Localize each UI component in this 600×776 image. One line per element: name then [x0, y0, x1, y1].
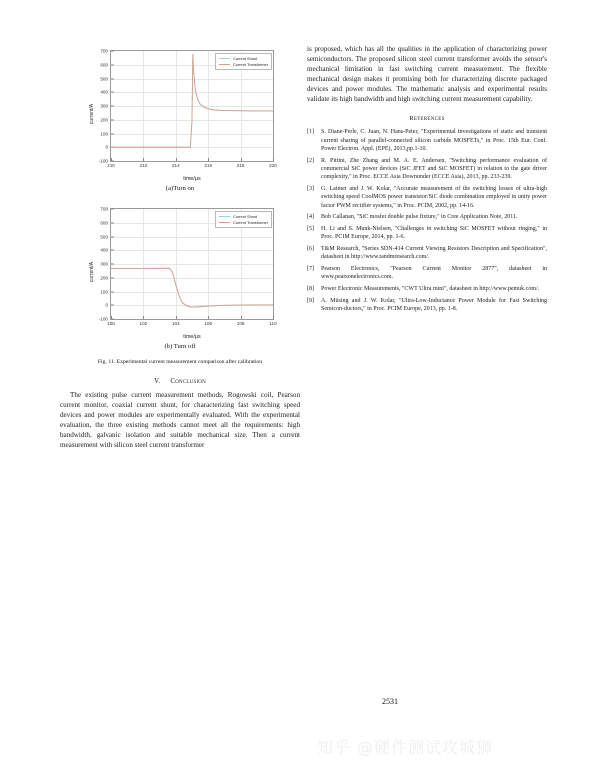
legend-label-transformer: Current Transformer — [232, 219, 268, 225]
continuation-paragraph: is proposed, which has all the qualities in the application of characterizing power semiconductors. The proposed silicon steel current transformer avoids the sensor's mechanical limitation in fast switching current measurement. The flexible mechanical design makes it promising both for characterizing discrete packaged devices and power modules. The mathematic analysis and experimental results validate its high bandwidth and high switching current measurement capability. — [307, 45, 547, 104]
legend-entry-transformer — [219, 62, 268, 68]
y-axis-tick-label: -100 — [98, 316, 108, 322]
chart-a-xlabel: time/μs — [183, 176, 201, 182]
figure-11b-subcaption: (b) Turn off — [164, 343, 196, 350]
conclusion-paragraph: The existing pulse current measurement methods, Rogowski coil, Pearson current monitor, coaxial current shunt, for characterizing fast switching speed devices and power modules are experimentally evaluated. With the experimental evaluation, the three existing methods cannot meet all the requirements: high bandwidth, galvanic isolation and suitable mechanical size. Then a current measurement with silicon steel current transformer — [60, 391, 300, 450]
references-list — [307, 128, 547, 313]
reference-number: [8] — [307, 286, 314, 293]
figure-11a-subcaption: (a)Turn on — [165, 185, 195, 192]
reference-number: [3] — [307, 185, 314, 192]
y-axis-tick-label: 0 — [105, 302, 108, 308]
y-axis-tick-label: 700 — [100, 206, 108, 212]
chart-turn-off — [80, 202, 280, 342]
y-axis-tick-label: 0 — [105, 144, 108, 150]
x-axis-tick-label: 110 — [269, 321, 277, 326]
y-axis-tick-label: 300 — [100, 103, 108, 109]
x-axis-tick-label: 218 — [236, 163, 245, 168]
reference-text: H. Li and S. Munk-Nielsen, "Challenges in switching SiC MOSFET without ringing," in Proc. PCIM Europe, 2014, pp. 1-6. — [321, 226, 547, 241]
reference-item — [307, 225, 547, 242]
legend-swatch-transformer — [219, 64, 230, 65]
x-axis-tick-label: 210 — [107, 163, 115, 168]
legend-swatch-transformer — [219, 222, 230, 223]
reference-text: S. Diane-Perle, C. Juan, N. Hans-Peter, "Experimental investigations of static and transient current sharing of parallel-connected silicon carbide MOSFETs," in Proc. 15th Eur. Conf. Power Electron. Appl. (EPE), 2013,pp.1-10. — [321, 129, 547, 152]
x-axis-tick-label: 100 — [107, 321, 115, 326]
x-axis-tick-label: 106 — [204, 321, 213, 326]
reference-text: Pearson Electronics, "Pearson Current Monitor 2877", datasheet in www.pearsonelectronics.com. — [321, 266, 547, 281]
legend-label-transformer: Current Transformer — [232, 61, 268, 67]
legend-label-shunt: Current Shunt — [232, 214, 258, 219]
conclusion-heading-text: Conclusion — [170, 377, 206, 385]
left-column — [60, 44, 300, 454]
x-axis-tick-mark — [273, 316, 274, 319]
reference-item — [307, 213, 547, 221]
legend-swatch-shunt — [219, 58, 230, 59]
reference-text: Bob Callanan, "SiC mosfet double pulse fixture," in Cree Application Note, 2011. — [321, 214, 518, 221]
y-axis-tick-label: 100 — [100, 289, 108, 294]
chart-line-current-transformer — [111, 268, 273, 307]
y-axis-tick-label: 300 — [100, 261, 108, 267]
legend-entry-transformer — [219, 220, 268, 226]
reference-text: G. Laimer and J. W. Kolar, "Accurate measurement of the switching losses of ultra-high switching speed CoolMOS power transistor/SiC diode combination employed in unity power factor PWM rectifier systems," in Proc. PCIM, 2002, pp. 14-16. — [321, 185, 547, 209]
y-axis-tick-label: 400 — [100, 247, 108, 253]
y-axis-tick-label: 200 — [100, 117, 108, 123]
y-axis-tick-label: -100 — [98, 158, 108, 164]
reference-number: [1] — [307, 129, 314, 136]
page-number: 2531 — [382, 697, 398, 706]
references-heading: References — [409, 115, 445, 123]
right-column — [307, 44, 547, 317]
watermark: 知乎 @硬件测试攻城狮 — [316, 738, 494, 757]
chart-b-xlabel: time/μs — [183, 334, 201, 340]
x-axis-tick-label: 214 — [171, 163, 180, 168]
chart-turn-on — [80, 44, 280, 184]
x-axis-tick-label: 220 — [269, 163, 277, 168]
y-axis-tick-label: 100 — [100, 131, 108, 136]
reference-number: [7] — [307, 266, 314, 273]
y-axis-tick-label: 600 — [100, 62, 108, 68]
reference-number: [2] — [307, 157, 314, 164]
reference-number: [5] — [307, 226, 314, 233]
figure-11b — [80, 202, 280, 350]
chart-line-current-shunt — [111, 268, 273, 307]
reference-item — [307, 265, 547, 282]
y-axis-tick-label: 200 — [100, 275, 108, 281]
chart-b-legend — [215, 211, 272, 228]
y-axis-tick-label: 600 — [100, 220, 108, 226]
reference-item — [307, 285, 547, 293]
x-axis-tick-label: 216 — [204, 163, 213, 168]
reference-number: [4] — [307, 214, 314, 221]
reference-item — [307, 245, 547, 262]
chart-a-legend — [215, 53, 272, 70]
x-axis-tick-label: 108 — [236, 321, 245, 326]
reference-text: T&M Research, "Series SDN-414 Current Viewing Resistors Description and Specification", datasheet in http://www.tandmresearch.com/. — [321, 246, 547, 261]
conclusion-heading-number: V. — [154, 377, 161, 385]
chart-a-ylabel: current/A — [89, 103, 96, 125]
y-axis-tick-label: 500 — [100, 76, 108, 81]
reference-text: R. Pittini, Zhe Zhang and M. A. E. Andersen, "Switching performance evaluation of commercial SiC power devices (SiC JFET and SiC MOSFET) in relation to the gate driver complexity," in Proc. ECCE Asia Downunder (ECCE Asia), 2013, pp. 233-239. — [321, 157, 547, 181]
reference-item — [307, 128, 547, 153]
x-axis-tick-label: 104 — [171, 321, 180, 326]
chart-b-ylabel: current/A — [89, 261, 96, 283]
figure-11-caption: Fig. 11. Experimental current measurement comparison after calibration — [97, 359, 263, 365]
y-axis-tick-label: 700 — [100, 48, 108, 54]
reference-item — [307, 157, 547, 182]
x-axis-tick-label: 102 — [139, 321, 148, 326]
reference-item — [307, 297, 547, 314]
reference-text: Power Electronic Measurements, "CWT Ultra mini", datasheet in http://www.pemuk.com/. — [321, 286, 540, 293]
conclusion-heading — [60, 377, 300, 385]
y-axis-tick-label: 400 — [100, 89, 108, 95]
reference-number: [9] — [307, 297, 314, 304]
figure-11a — [80, 44, 280, 192]
legend-swatch-shunt — [219, 216, 230, 217]
x-axis-tick-label: 212 — [139, 163, 148, 168]
reference-item — [307, 185, 547, 210]
reference-number: [6] — [307, 246, 314, 253]
x-axis-tick-mark — [273, 158, 274, 161]
legend-label-shunt: Current Shunt — [232, 56, 258, 61]
y-axis-tick-label: 500 — [100, 234, 108, 239]
reference-text: A. Müsing and J. W. Kolar, "Ultra-Low-Inductance Power Module for Fast Switching Semicon-ductors," in Proc. PCIM Europe, 2013, pp. 1-8. — [321, 297, 547, 313]
